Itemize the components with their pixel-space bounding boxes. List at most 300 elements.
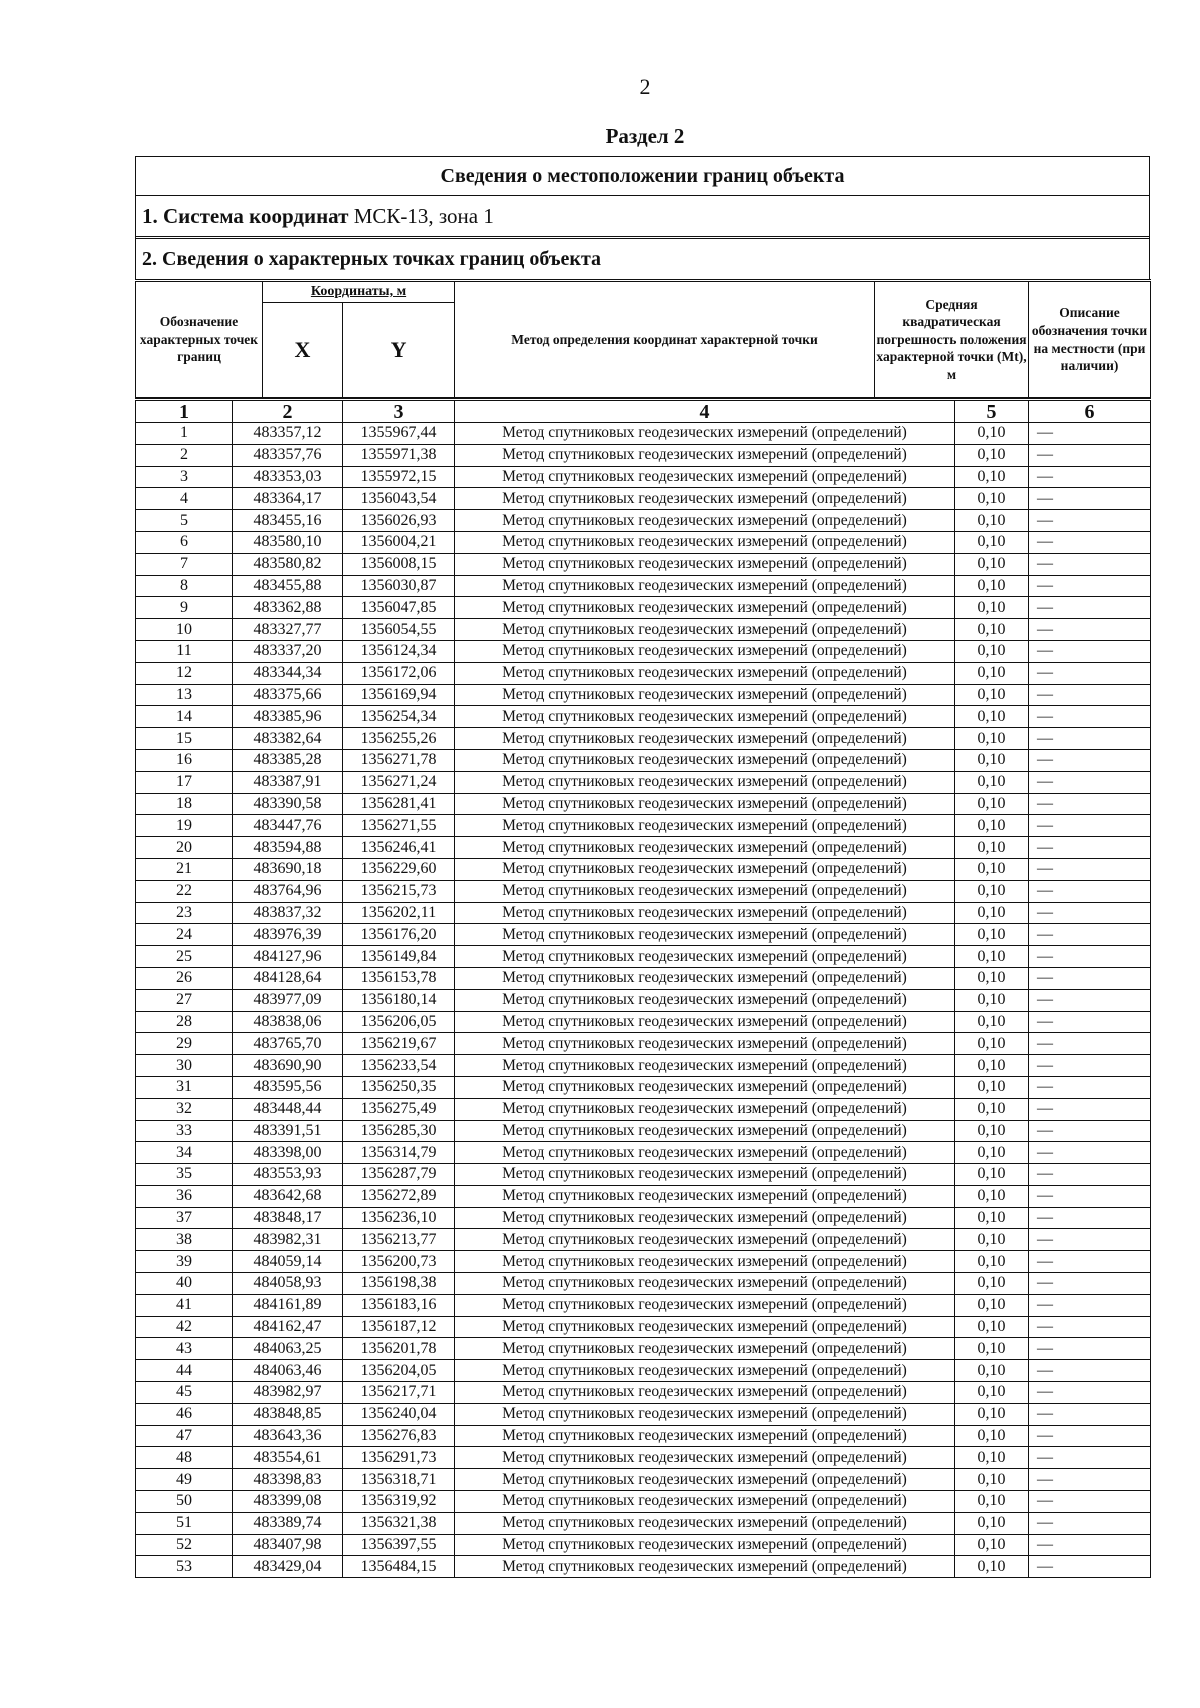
description-cell: —	[1029, 902, 1151, 924]
y-coordinate: 1356180,14	[343, 989, 455, 1011]
point-number: 19	[136, 815, 233, 837]
table-row	[136, 706, 1151, 728]
y-coordinate: 1356484,15	[343, 1556, 455, 1578]
y-coordinate: 1355972,15	[343, 466, 455, 488]
x-coordinate: 483337,20	[233, 640, 343, 662]
point-number: 21	[136, 858, 233, 880]
coord-system-label: 1. Система координат	[142, 204, 349, 228]
description-cell: —	[1029, 1207, 1151, 1229]
y-coordinate: 1356172,06	[343, 662, 455, 684]
description-cell: —	[1029, 444, 1151, 466]
point-number: 22	[136, 880, 233, 902]
description-cell: —	[1029, 553, 1151, 575]
y-coordinate: 1356004,21	[343, 531, 455, 553]
point-number: 43	[136, 1338, 233, 1360]
error-cell: 0,10	[955, 728, 1029, 750]
description-cell: —	[1029, 1512, 1151, 1534]
y-coordinate: 1356202,11	[343, 902, 455, 924]
description-cell: —	[1029, 640, 1151, 662]
method-cell: Метод спутниковых геодезических измерений (определений)	[455, 706, 955, 728]
error-cell: 0,10	[955, 1338, 1029, 1360]
error-cell: 0,10	[955, 640, 1029, 662]
point-number: 46	[136, 1403, 233, 1425]
method-cell: Метод спутниковых геодезических измерений (определений)	[455, 815, 955, 837]
x-coordinate: 484128,64	[233, 967, 343, 989]
y-coordinate: 1356217,71	[343, 1382, 455, 1404]
y-coordinate: 1356047,85	[343, 597, 455, 619]
error-cell: 0,10	[955, 946, 1029, 968]
description-cell: —	[1029, 510, 1151, 532]
table-row	[136, 553, 1151, 575]
y-coordinate: 1356026,93	[343, 510, 455, 532]
y-coordinate: 1356008,15	[343, 553, 455, 575]
y-coordinate: 1356153,78	[343, 967, 455, 989]
x-coordinate: 483554,61	[233, 1447, 343, 1469]
method-cell: Метод спутниковых геодезических измерений (определений)	[455, 1011, 955, 1033]
x-coordinate: 483977,09	[233, 989, 343, 1011]
table-row	[136, 1294, 1151, 1316]
x-coordinate: 483364,17	[233, 488, 343, 510]
method-cell: Метод спутниковых геодезических измерений (определений)	[455, 662, 955, 684]
error-cell: 0,10	[955, 858, 1029, 880]
y-coordinate: 1356054,55	[343, 619, 455, 641]
error-cell: 0,10	[955, 1360, 1029, 1382]
method-cell: Метод спутниковых геодезических измерений (определений)	[455, 1403, 955, 1425]
error-cell: 0,10	[955, 1055, 1029, 1077]
description-cell: —	[1029, 771, 1151, 793]
description-cell: —	[1029, 1338, 1151, 1360]
description-cell: —	[1029, 1534, 1151, 1556]
table-row	[136, 858, 1151, 880]
error-cell: 0,10	[955, 1534, 1029, 1556]
method-cell: Метод спутниковых геодезических измерений (определений)	[455, 1512, 955, 1534]
method-cell: Метод спутниковых геодезических измерений (определений)	[455, 1273, 955, 1295]
point-number: 16	[136, 749, 233, 771]
point-number: 23	[136, 902, 233, 924]
table-row	[136, 1556, 1151, 1578]
error-cell: 0,10	[955, 1425, 1029, 1447]
y-coordinate: 1356321,38	[343, 1512, 455, 1534]
description-cell: —	[1029, 1055, 1151, 1077]
error-cell: 0,10	[955, 749, 1029, 771]
point-number: 2	[136, 444, 233, 466]
description-cell: —	[1029, 1142, 1151, 1164]
x-coordinate: 484063,25	[233, 1338, 343, 1360]
y-coordinate: 1356176,20	[343, 924, 455, 946]
description-cell: —	[1029, 793, 1151, 815]
table-row	[136, 423, 1151, 445]
error-cell: 0,10	[955, 531, 1029, 553]
x-coordinate: 484063,46	[233, 1360, 343, 1382]
table-row	[136, 1011, 1151, 1033]
y-coordinate: 1356271,78	[343, 749, 455, 771]
error-cell: 0,10	[955, 902, 1029, 924]
description-cell: —	[1029, 880, 1151, 902]
point-number: 28	[136, 1011, 233, 1033]
error-cell: 0,10	[955, 1185, 1029, 1207]
x-coordinate: 483982,97	[233, 1382, 343, 1404]
description-cell: —	[1029, 1033, 1151, 1055]
error-cell: 0,10	[955, 1033, 1029, 1055]
method-cell: Метод спутниковых геодезических измерений (определений)	[455, 749, 955, 771]
table-row	[136, 771, 1151, 793]
error-cell: 0,10	[955, 924, 1029, 946]
method-cell: Метод спутниковых геодезических измерений (определений)	[455, 946, 955, 968]
point-number: 30	[136, 1055, 233, 1077]
description-cell: —	[1029, 597, 1151, 619]
description-cell: —	[1029, 1425, 1151, 1447]
method-cell: Метод спутниковых геодезических измерений (определений)	[455, 1534, 955, 1556]
table-row	[136, 837, 1151, 859]
x-coordinate: 483447,76	[233, 815, 343, 837]
table-row	[136, 728, 1151, 750]
point-number: 52	[136, 1534, 233, 1556]
y-coordinate: 1356169,94	[343, 684, 455, 706]
table-row	[136, 1273, 1151, 1295]
x-coordinate: 483690,90	[233, 1055, 343, 1077]
y-coordinate: 1356206,05	[343, 1011, 455, 1033]
description-cell: —	[1029, 423, 1151, 445]
points-table	[135, 398, 1151, 1578]
y-coordinate: 1356287,79	[343, 1164, 455, 1186]
table-row	[136, 1251, 1151, 1273]
y-coordinate: 1355971,38	[343, 444, 455, 466]
table-row	[136, 1164, 1151, 1186]
table-row	[136, 619, 1151, 641]
error-cell: 0,10	[955, 1229, 1029, 1251]
description-cell: —	[1029, 1469, 1151, 1491]
header-method: Метод определения координат характерной точки	[455, 281, 875, 398]
boundary-info-box	[135, 156, 1150, 279]
error-cell: 0,10	[955, 1294, 1029, 1316]
y-coordinate: 1356187,12	[343, 1316, 455, 1338]
error-cell: 0,10	[955, 1164, 1029, 1186]
method-cell: Метод спутниковых геодезических измерений (определений)	[455, 553, 955, 575]
column-number: 6	[1029, 400, 1151, 423]
error-cell: 0,10	[955, 1382, 1029, 1404]
method-cell: Метод спутниковых геодезических измерений (определений)	[455, 1033, 955, 1055]
point-number: 18	[136, 793, 233, 815]
description-cell: —	[1029, 1360, 1151, 1382]
x-coordinate: 483357,12	[233, 423, 343, 445]
point-number: 51	[136, 1512, 233, 1534]
method-cell: Метод спутниковых геодезических измерений (определений)	[455, 924, 955, 946]
description-cell: —	[1029, 815, 1151, 837]
method-cell: Метод спутниковых геодезических измерений (определений)	[455, 575, 955, 597]
error-cell: 0,10	[955, 1076, 1029, 1098]
description-cell: —	[1029, 1120, 1151, 1142]
description-cell: —	[1029, 924, 1151, 946]
description-cell: —	[1029, 1098, 1151, 1120]
method-cell: Метод спутниковых геодезических измерений (определений)	[455, 858, 955, 880]
point-number: 25	[136, 946, 233, 968]
x-coordinate: 483643,36	[233, 1425, 343, 1447]
header-description: Описание обозначения точки на местности (при наличии)	[1029, 281, 1151, 398]
method-cell: Метод спутниковых геодезических измерений (определений)	[455, 880, 955, 902]
description-cell: —	[1029, 575, 1151, 597]
y-coordinate: 1356255,26	[343, 728, 455, 750]
y-coordinate: 1356276,83	[343, 1425, 455, 1447]
point-number: 50	[136, 1491, 233, 1513]
description-cell: —	[1029, 1185, 1151, 1207]
error-cell: 0,10	[955, 771, 1029, 793]
error-cell: 0,10	[955, 1491, 1029, 1513]
point-number: 47	[136, 1425, 233, 1447]
method-cell: Метод спутниковых геодезических измерений (определений)	[455, 1120, 955, 1142]
x-coordinate: 483385,28	[233, 749, 343, 771]
table-row	[136, 1207, 1151, 1229]
x-coordinate: 483398,83	[233, 1469, 343, 1491]
description-cell: —	[1029, 749, 1151, 771]
x-coordinate: 483455,16	[233, 510, 343, 532]
error-cell: 0,10	[955, 1207, 1029, 1229]
y-coordinate: 1356254,34	[343, 706, 455, 728]
x-coordinate: 483391,51	[233, 1120, 343, 1142]
method-cell: Метод спутниковых геодезических измерений (определений)	[455, 1316, 955, 1338]
method-cell: Метод спутниковых геодезических измерений (определений)	[455, 1164, 955, 1186]
table-row	[136, 1033, 1151, 1055]
y-coordinate: 1356271,55	[343, 815, 455, 837]
description-cell: —	[1029, 531, 1151, 553]
table-row	[136, 597, 1151, 619]
column-number: 2	[233, 400, 343, 423]
x-coordinate: 483353,03	[233, 466, 343, 488]
column-number: 3	[343, 400, 455, 423]
point-number: 4	[136, 488, 233, 510]
y-coordinate: 1356314,79	[343, 1142, 455, 1164]
table-row	[136, 1447, 1151, 1469]
point-number: 5	[136, 510, 233, 532]
error-cell: 0,10	[955, 1403, 1029, 1425]
description-cell: —	[1029, 1251, 1151, 1273]
y-coordinate: 1356204,05	[343, 1360, 455, 1382]
coord-system-row	[136, 195, 1149, 236]
x-coordinate: 483764,96	[233, 880, 343, 902]
x-coordinate: 483389,74	[233, 1512, 343, 1534]
point-number: 36	[136, 1185, 233, 1207]
point-number: 11	[136, 640, 233, 662]
description-cell: —	[1029, 989, 1151, 1011]
method-cell: Метод спутниковых геодезических измерений (определений)	[455, 466, 955, 488]
description-cell: —	[1029, 684, 1151, 706]
y-coordinate: 1356200,73	[343, 1251, 455, 1273]
point-number: 20	[136, 837, 233, 859]
section-title: Раздел 2	[605, 124, 685, 148]
y-coordinate: 1356318,71	[343, 1469, 455, 1491]
x-coordinate: 484059,14	[233, 1251, 343, 1273]
column-number: 4	[455, 400, 955, 423]
method-cell: Метод спутниковых геодезических измерений (определений)	[455, 902, 955, 924]
point-number: 32	[136, 1098, 233, 1120]
points-table-body	[136, 400, 1151, 1578]
table-row	[136, 488, 1151, 510]
y-coordinate: 1356319,92	[343, 1491, 455, 1513]
error-cell: 0,10	[955, 880, 1029, 902]
table-row	[136, 902, 1151, 924]
point-number: 53	[136, 1556, 233, 1578]
table-row	[136, 444, 1151, 466]
x-coordinate: 483848,85	[233, 1403, 343, 1425]
table-row	[136, 1120, 1151, 1142]
x-coordinate: 483553,93	[233, 1164, 343, 1186]
x-coordinate: 483399,08	[233, 1491, 343, 1513]
point-number: 8	[136, 575, 233, 597]
error-cell: 0,10	[955, 1469, 1029, 1491]
error-cell: 0,10	[955, 444, 1029, 466]
x-coordinate: 483580,82	[233, 553, 343, 575]
table-row	[136, 1403, 1151, 1425]
y-coordinate: 1356201,78	[343, 1338, 455, 1360]
description-cell: —	[1029, 488, 1151, 510]
y-coordinate: 1356043,54	[343, 488, 455, 510]
x-coordinate: 484058,93	[233, 1273, 343, 1295]
description-cell: —	[1029, 946, 1151, 968]
point-number: 26	[136, 967, 233, 989]
x-coordinate: 483765,70	[233, 1033, 343, 1055]
y-coordinate: 1356198,38	[343, 1273, 455, 1295]
table-row	[136, 1534, 1151, 1556]
description-cell: —	[1029, 1011, 1151, 1033]
error-cell: 0,10	[955, 1316, 1029, 1338]
column-number: 1	[136, 400, 233, 423]
error-cell: 0,10	[955, 1142, 1029, 1164]
x-coordinate: 484127,96	[233, 946, 343, 968]
error-cell: 0,10	[955, 466, 1029, 488]
y-coordinate: 1356271,24	[343, 771, 455, 793]
error-cell: 0,10	[955, 684, 1029, 706]
description-cell: —	[1029, 619, 1151, 641]
table-row	[136, 967, 1151, 989]
error-cell: 0,10	[955, 1098, 1029, 1120]
point-number: 15	[136, 728, 233, 750]
x-coordinate: 483398,00	[233, 1142, 343, 1164]
table-row	[136, 815, 1151, 837]
table-row	[136, 1185, 1151, 1207]
table-row	[136, 1360, 1151, 1382]
table-row	[136, 1055, 1151, 1077]
description-cell: —	[1029, 1273, 1151, 1295]
point-number: 13	[136, 684, 233, 706]
description-cell: —	[1029, 466, 1151, 488]
description-cell: —	[1029, 1164, 1151, 1186]
description-cell: —	[1029, 967, 1151, 989]
method-cell: Метод спутниковых геодезических измерений (определений)	[455, 510, 955, 532]
header-error: Средняя квадратическая погрешность положения характерной точки (Mt), м	[875, 281, 1029, 398]
method-cell: Метод спутниковых геодезических измерений (определений)	[455, 1207, 955, 1229]
table-row	[136, 662, 1151, 684]
error-cell: 0,10	[955, 1120, 1029, 1142]
method-cell: Метод спутниковых геодезических измерений (определений)	[455, 1251, 955, 1273]
point-number: 7	[136, 553, 233, 575]
method-cell: Метод спутниковых геодезических измерений (определений)	[455, 640, 955, 662]
boundary-info-frame	[135, 156, 1150, 1578]
table-row	[136, 1229, 1151, 1251]
method-cell: Метод спутниковых геодезических измерений (определений)	[455, 619, 955, 641]
description-cell: —	[1029, 1403, 1151, 1425]
x-coordinate: 483838,06	[233, 1011, 343, 1033]
y-coordinate: 1356233,54	[343, 1055, 455, 1077]
method-cell: Метод спутниковых геодезических измерений (определений)	[455, 771, 955, 793]
method-cell: Метод спутниковых геодезических измерений (определений)	[455, 684, 955, 706]
x-coordinate: 483407,98	[233, 1534, 343, 1556]
y-coordinate: 1356291,73	[343, 1447, 455, 1469]
points-table-header	[135, 279, 1151, 398]
y-coordinate: 1356030,87	[343, 575, 455, 597]
method-cell: Метод спутниковых геодезических измерений (определений)	[455, 1447, 955, 1469]
point-number: 42	[136, 1316, 233, 1338]
method-cell: Метод спутниковых геодезических измерений (определений)	[455, 1425, 955, 1447]
y-coordinate: 1356272,89	[343, 1185, 455, 1207]
table-row	[136, 640, 1151, 662]
point-number: 14	[136, 706, 233, 728]
error-cell: 0,10	[955, 510, 1029, 532]
point-number: 49	[136, 1469, 233, 1491]
point-number: 29	[136, 1033, 233, 1055]
description-cell: —	[1029, 1491, 1151, 1513]
error-cell: 0,10	[955, 837, 1029, 859]
table-row	[136, 793, 1151, 815]
point-number: 27	[136, 989, 233, 1011]
table-row	[136, 1512, 1151, 1534]
point-number: 41	[136, 1294, 233, 1316]
point-number: 44	[136, 1360, 233, 1382]
description-cell: —	[1029, 662, 1151, 684]
y-coordinate: 1356275,49	[343, 1098, 455, 1120]
method-cell: Метод спутниковых геодезических измерений (определений)	[455, 531, 955, 553]
description-cell: —	[1029, 728, 1151, 750]
y-coordinate: 1356124,34	[343, 640, 455, 662]
y-coordinate: 1356215,73	[343, 880, 455, 902]
x-coordinate: 483375,66	[233, 684, 343, 706]
method-cell: Метод спутниковых геодезических измерений (определений)	[455, 1360, 955, 1382]
x-coordinate: 484162,47	[233, 1316, 343, 1338]
method-cell: Метод спутниковых геодезических измерений (определений)	[455, 444, 955, 466]
table-row	[136, 1316, 1151, 1338]
description-cell: —	[1029, 706, 1151, 728]
method-cell: Метод спутниковых геодезических измерений (определений)	[455, 1338, 955, 1360]
x-coordinate: 483594,88	[233, 837, 343, 859]
y-coordinate: 1356240,04	[343, 1403, 455, 1425]
method-cell: Метод спутниковых геодезических измерений (определений)	[455, 1469, 955, 1491]
point-number: 35	[136, 1164, 233, 1186]
y-coordinate: 1356229,60	[343, 858, 455, 880]
x-coordinate: 483357,76	[233, 444, 343, 466]
header-y: Y	[343, 303, 455, 398]
point-number: 1	[136, 423, 233, 445]
column-numbers-row	[136, 400, 1151, 423]
description-cell: —	[1029, 858, 1151, 880]
x-coordinate: 483580,10	[233, 531, 343, 553]
error-cell: 0,10	[955, 597, 1029, 619]
x-coordinate: 483982,31	[233, 1229, 343, 1251]
error-cell: 0,10	[955, 1251, 1029, 1273]
method-cell: Метод спутниковых геодезических измерений (определений)	[455, 1076, 955, 1098]
page-number: 2	[639, 74, 651, 99]
y-coordinate: 1356246,41	[343, 837, 455, 859]
table-row	[136, 1491, 1151, 1513]
table-row	[136, 1076, 1151, 1098]
y-coordinate: 1356149,84	[343, 946, 455, 968]
description-cell: —	[1029, 1294, 1151, 1316]
y-coordinate: 1356183,16	[343, 1294, 455, 1316]
coord-system-value: МСК-13, зона 1	[353, 204, 494, 228]
method-cell: Метод спутниковых геодезических измерений (определений)	[455, 728, 955, 750]
point-number: 34	[136, 1142, 233, 1164]
table-row	[136, 1098, 1151, 1120]
error-cell: 0,10	[955, 619, 1029, 641]
x-coordinate: 483690,18	[233, 858, 343, 880]
table-row	[136, 1338, 1151, 1360]
